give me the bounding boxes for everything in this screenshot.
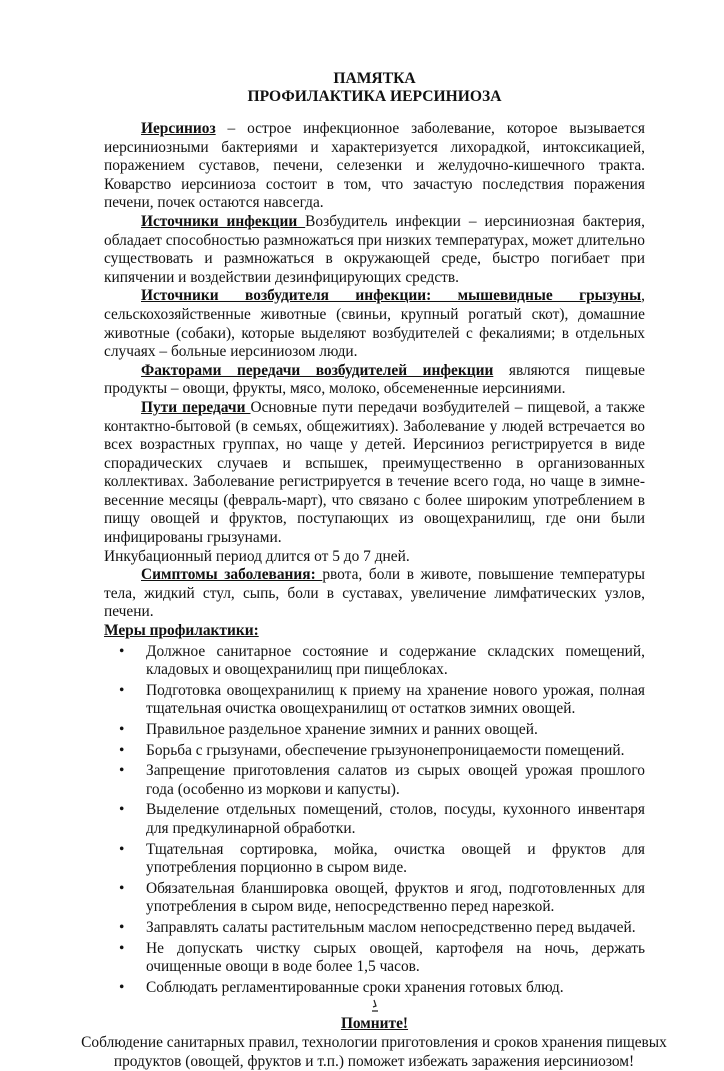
bullet-icon: • <box>119 840 125 858</box>
remember-heading: Помните! <box>340 1015 409 1033</box>
list-item-text: Выделение отдельных помещений, столов, посуды, кухонного инвентаря для предкулинарной обработки. <box>146 801 645 837</box>
paragraph-definition <box>104 120 645 213</box>
document-page <box>81 70 667 1071</box>
list-item <box>104 919 645 938</box>
list-item-text: Борьба с грызунами, обеспечение грызунонепроницаемости помещений. <box>146 741 625 759</box>
list-item-text: Подготовка овощехранилищ к приему на хранение нового урожая, полная тщательная очистка овощехранилищ от остатков зимних овощей. <box>146 681 645 718</box>
paragraph-text: – острое инфекционное заболевание, которое вызывается иерсиниозными бактериями и характеризуется лихорадкой, интоксикацией, поражением суставов, печени, селезенки и желудочно-кишечного тракта. Коварство иерсиниоза состоит в том, что зачастую последствия поражения печени, почек остаются навсегда. <box>104 120 645 212</box>
paragraph-lead: Источники инфекции <box>141 212 306 230</box>
bullet-icon: • <box>119 642 125 660</box>
bullet-icon: • <box>119 721 125 738</box>
closing-text: Соблюдение санитарных правил, технологии приготовления и сроков хранения пищевых продуктов (овощей, фруктов и т.п.) поможет избежать заражения иерсиниозом! <box>81 1033 667 1070</box>
list-item <box>104 940 645 977</box>
pen-mark-icon <box>104 999 645 1015</box>
bullet-icon: • <box>119 801 125 819</box>
title-block <box>104 70 645 106</box>
bullet-icon: • <box>119 762 125 780</box>
paragraph-symptoms <box>104 566 645 622</box>
list-item <box>104 880 645 917</box>
list-item-text: Заправлять салаты растительным маслом непосредственно перед выдачей. <box>146 918 636 936</box>
paragraph-transmission-routes <box>104 399 645 548</box>
bullet-icon: • <box>119 918 125 936</box>
paragraph-lead: Источники возбудителя инфекции: мышевидные грызуны <box>141 287 642 305</box>
paragraph-infection-sources <box>104 213 645 287</box>
bullet-icon: • <box>119 939 125 957</box>
list-item <box>104 762 645 799</box>
paragraph-lead: Факторами передачи возбудителей инфекции <box>141 361 494 379</box>
paragraph-transmission-factors <box>104 362 645 399</box>
paragraph-text: Возбудитель инфекции – иерсиниозная бактерия, обладает способностью размножаться при низких температурах, может длительно существовать и размножаться в окружающей среде, быстро погибает при кипячении и воздействии дезинфицирующих средств. <box>104 212 645 286</box>
list-item <box>104 682 645 719</box>
list-item-text: Соблюдать регламентированные сроки хранения готовых блюд. <box>146 978 564 996</box>
list-item <box>104 721 645 740</box>
list-item <box>104 979 645 998</box>
document-subtitle: ПРОФИЛАКТИКА ИЕРСИНИОЗА <box>247 88 502 105</box>
paragraph-lead: Пути передачи <box>141 398 251 416</box>
paragraph-lead: Симптомы заболевания: <box>141 566 323 584</box>
incubation-period: Инкубационный период длится от 5 до 7 дней. <box>104 547 410 565</box>
list-item <box>104 801 645 838</box>
measures-heading: Меры профилактики: <box>104 622 259 640</box>
paragraph-text: , сельскохозяйственные животные (свиньи, крупный рогатый скот), домашние животные (собаки), которые выделяют возбудителей с фекалиями; в отдельных случаях – больные иерсиниозом люди. <box>104 287 645 361</box>
measures-list <box>104 643 645 998</box>
list-item-text: Правильное раздельное хранение зимних и ранних овощей. <box>146 721 538 738</box>
list-item-text: Запрещение приготовления салатов из сырых овощей урожая прошлого года (особенно из моркови и капусты). <box>146 762 645 798</box>
bullet-icon: • <box>119 681 125 699</box>
list-item-text: Не допускать чистку сырых овощей, картофеля на ночь, держать очищенные овощи в воде более 1,5 часов. <box>146 939 645 976</box>
list-item <box>104 742 645 761</box>
paragraph-text: Основные пути передачи возбудителей – пищевой, а также контактно-бытовой (в семьях, общежитиях). Заболевание у людей встречается во всех возрастных группах, но чаще у детей. Иерсиниоз регистрируется в виде спорадических случаев и вспышек, преимущественно в организованных коллективах. Заболевание регистрируется в течение всего года, но чаще в зимне-весенние месяцы (февраль-март), что связано с более широким употреблением в пищу овощей и фруктов, поступающих из овощехранилищ, где они были инфицированы грызунами. <box>104 398 645 547</box>
list-item-text: Тщательная сортировка, мойка, очистка овощей и фруктов для употребления порционно в сыром виде. <box>146 840 645 877</box>
paragraph-text: являются пищевые продукты – овощи, фрукты, мясо, молоко, обсемененные иерсиниями. <box>104 361 646 398</box>
bullet-icon: • <box>119 978 125 996</box>
bullet-icon: • <box>119 741 125 759</box>
list-item-text: Обязательная бланшировка овощей, фруктов и ягод, подготовленных для употребления в сыром виде, непосредственно перед нарезкой. <box>146 879 645 916</box>
list-item <box>104 643 645 680</box>
list-item-text: Должное санитарное состояние и содержание складских помещений, кладовых и овощехранилищ при пищеблоках. <box>146 642 645 679</box>
paragraph-pathogen-sources <box>104 287 645 361</box>
paragraph-text: рвота, боли в животе, повышение температуры тела, жидкий стул, сыпь, боли в суставах, увеличение лимфатических узлов, печени. <box>104 566 645 621</box>
list-item <box>104 841 645 878</box>
document-title: ПАМЯТКА <box>333 70 416 87</box>
paragraph-lead: Иерсиниоз <box>141 120 216 137</box>
bullet-icon: • <box>119 879 125 897</box>
